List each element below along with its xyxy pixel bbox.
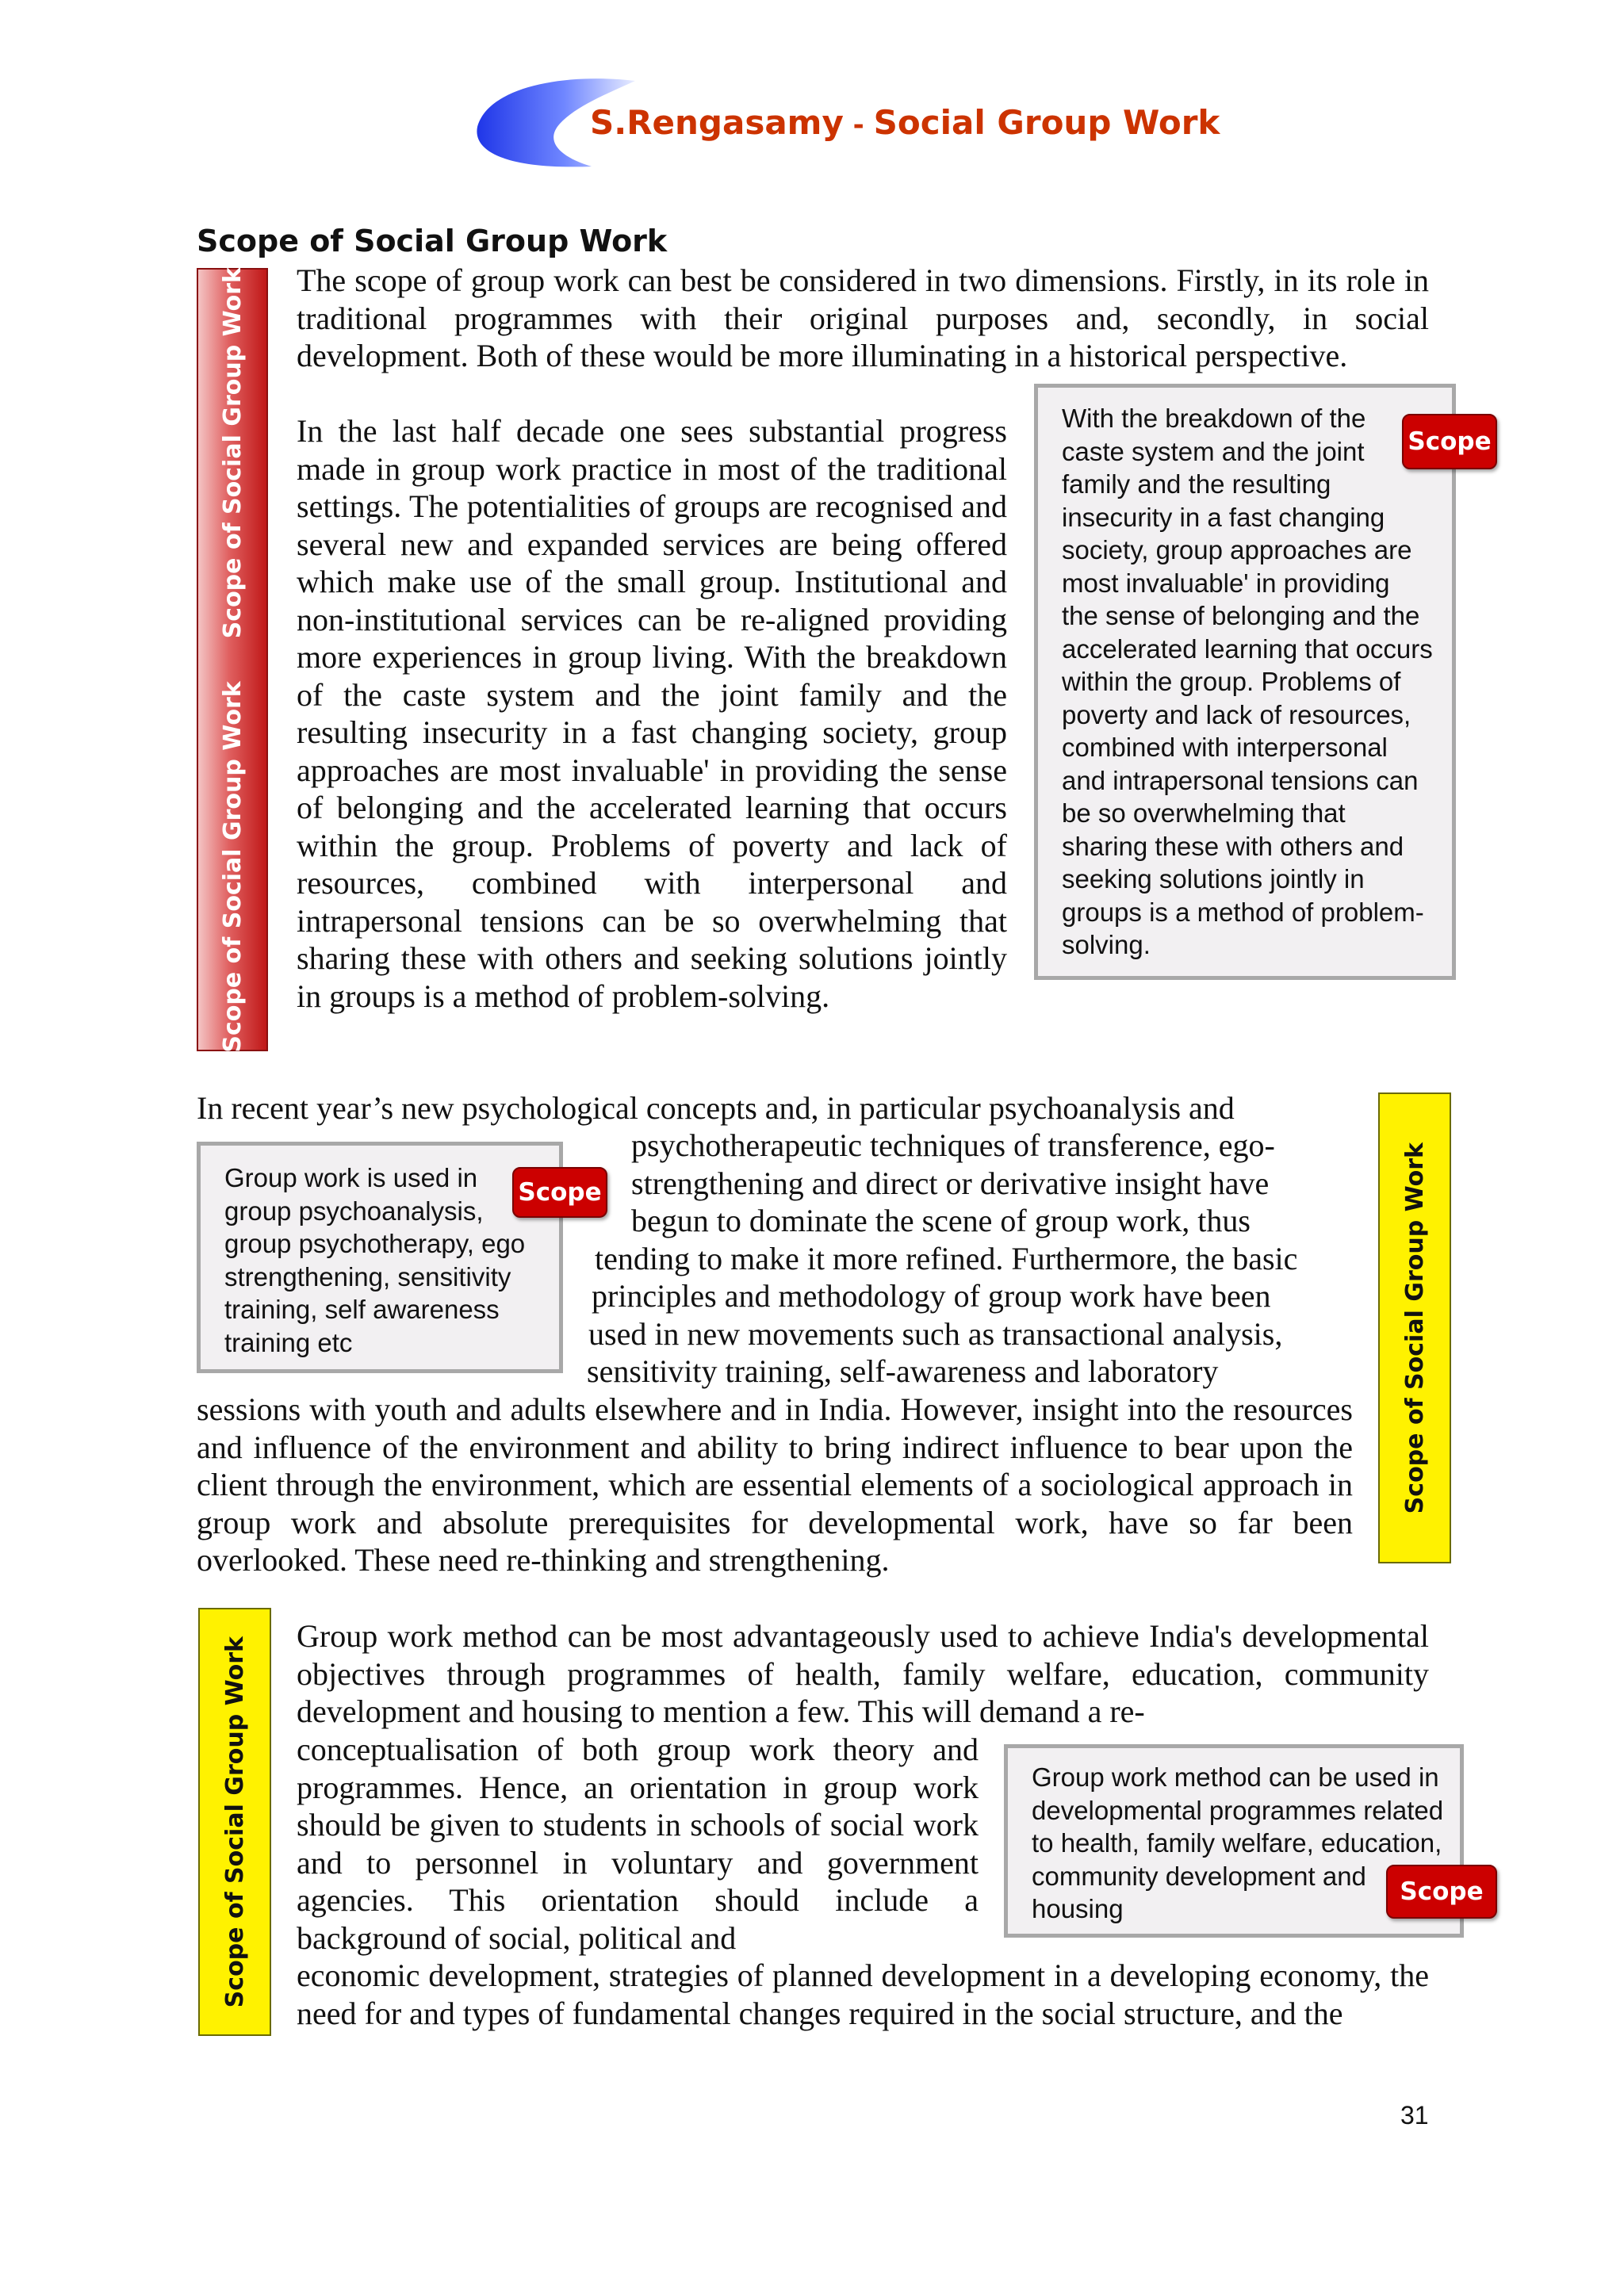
side-banner-yellow-right: [1378, 1093, 1451, 1563]
scope-badge-1: Scope: [1402, 414, 1497, 469]
paragraph-development-mid: conceptualisation of both group work theory and programmes. Hence, an orientation in group work should be given to students in schools of social work and to personnel in voluntary and government agencies. This orientation should include a background of social, political and: [297, 1732, 979, 1956]
callout-box-psychoanalysis: [197, 1142, 563, 1373]
paragraph-psychology-wrap: [587, 1127, 1353, 1391]
paragraph-intro: The scope of group work can best be considered in two dimensions. Firstly, in its role in traditional programmes with their original purposes and, secondly, in social development. Both of these would be more illuminating in a historical perspective.: [297, 262, 1429, 373]
callout-development-text: Group work method can be used in developmental programmes related to health, family welfare, education, community development and housing: [1032, 1762, 1444, 1923]
side-banner-red: [197, 268, 268, 1051]
paragraph-progress: In the last half decade one sees substantial progress made in group work practice in most of the traditional settings. The potentialities of groups are recognised and several new and expanded services are being offered which make use of the small group. Institutional and non-institutional services can be re-aligned providing more experiences in group living. With the breakdown of the caste system and the joint family and the resulting insecurity in a fast changing society, group approaches are most invaluable' in providing the sense of belonging and the accelerated learning that occurs within the group. Problems of poverty and lack of resources, combined with interpersonal and intrapersonal tensions can be so overwhelming that sharing these with others and seeking solutions jointly in groups is a method of problem-solving.: [297, 413, 1007, 1014]
header-subject: Social Group Work: [873, 103, 1220, 142]
paragraph-psychology-rest: sessions with youth and adults elsewhere and in India. However, insight into the resources and influence of the environment and ability to bring indirect influence to bear upon the client through the environment, which are essential elements of a sociological approach in group work and absolute prerequisites for developmental work, have so far been overlooked. These need re-thinking and strengthening.: [197, 1391, 1353, 1578]
side-banner-red-text-1: Scope of Social Group Work: [218, 681, 247, 1053]
paragraph-psychology-line4: begun to dominate the scene of group work, thus: [631, 1203, 1251, 1238]
side-banner-red-text-2: Scope of Social Group Work: [218, 266, 247, 638]
paragraph-psychology-line3: strengthening and direct or derivative insight have: [631, 1165, 1270, 1201]
paragraph-psychology-line5: tending to make it more refined. Furthermore, the basic: [595, 1240, 1298, 1276]
paragraph-development-top: Group work method can be most advantageously used to achieve India's developmental objectives through programmes of health, family welfare, education, community development and housing to mention a few. This will demand a re-: [297, 1618, 1429, 1729]
paragraph-development-bottom: economic development, strategies of planned development in a developing economy, the need for and types of fundamental changes required in the social structure, and the: [297, 1957, 1429, 2031]
callout-psychoanalysis-text: Group work is used in group psychoanalysis, group psychotherapy, ego strengthening, sensitivity training, self awareness training etc: [224, 1163, 526, 1357]
scope-badge-2: Scope: [512, 1167, 607, 1218]
paragraph-psychology-line6: principles and methodology of group work have been: [592, 1278, 1271, 1314]
side-banner-yellow-left: [198, 1608, 271, 2036]
callout-box-caste: [1034, 384, 1456, 980]
header-title: [590, 103, 1220, 142]
paragraph-psychology-line8: sensitivity training, self-awareness and laboratory: [587, 1353, 1219, 1389]
paragraph-psychology-line7: used in new movements such as transactional analysis,: [588, 1315, 1283, 1352]
side-banner-yellow-right-text: Scope of Social Group Work: [1400, 1142, 1429, 1514]
callout-caste-text: With the breakdown of the caste system and the joint family and the resulting insecurity in a fast changing society, group approaches are most invaluable' in providing the sense of belonging and the accelerated learning that occurs within the group. Problems of poverty and lack of resources, combined with interpersonal and intrapersonal tensions can be so overwhelming that sharing these with others and seeking solutions jointly in groups is a method of problem-solving.: [1062, 404, 1433, 959]
page-number: 31: [1400, 2101, 1429, 2130]
section-heading: Scope of Social Group Work: [197, 224, 668, 258]
paragraph-psychology-line2: psychotherapeutic techniques of transference, ego-: [631, 1127, 1275, 1163]
paragraph-psychology-line1: In recent year’s new psychological concepts and, in particular psychoanalysis and: [197, 1090, 1235, 1126]
header-author: S.Rengasamy: [590, 103, 844, 142]
scope-badge-3: Scope: [1386, 1865, 1497, 1919]
side-banner-yellow-left-text: Scope of Social Group Work: [220, 1636, 249, 2008]
header-separator: -: [843, 109, 874, 141]
